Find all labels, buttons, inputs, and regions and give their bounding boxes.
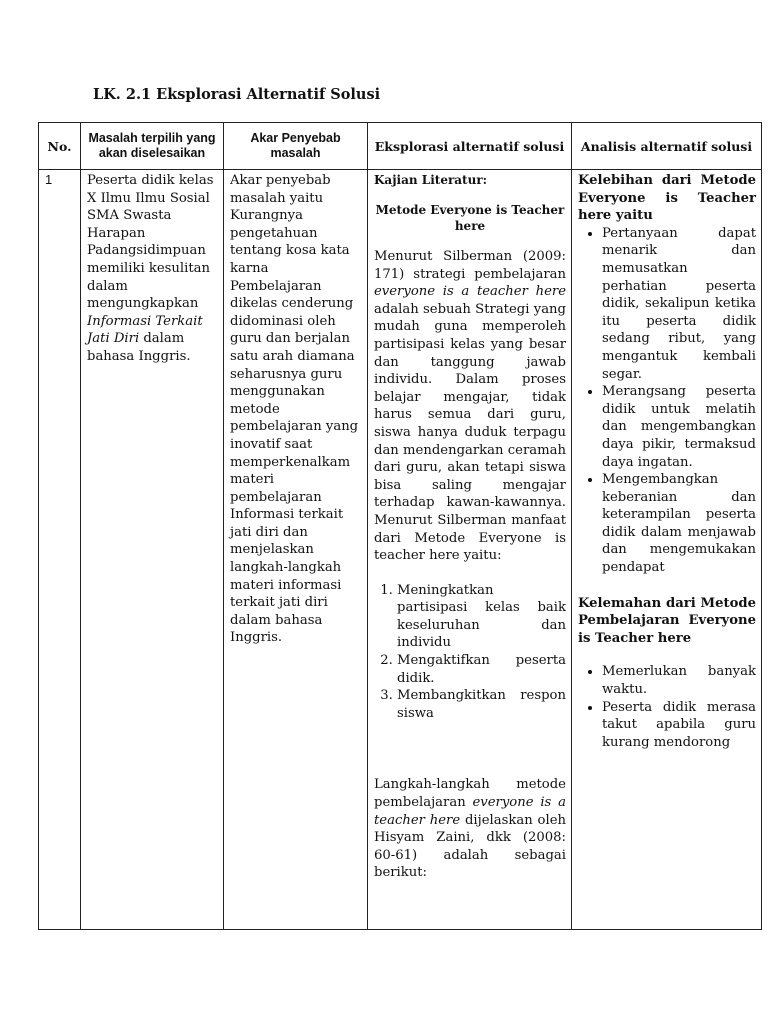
list-item: • Peserta didik merasa takut apabila guru kurang mendorong: [602, 699, 756, 752]
list-item: 2. Mengaktifkan peserta didik.: [397, 652, 566, 687]
akar-text: Akar penyebab masalah yaitu Kurangnya pengetahuan tentang kosa kata karna Pembelajaran dikelas cenderung didominasi oleh guru dan berjalan satu arah diamana seharusnya guru menggunakan metode pembelajaran yang inovatif saat memperkenalkam materi pembelajaran Informasi terkait jati diri dan menjelaskan langkah-langkah materi informasi terkait jati diri dalam bahasa Inggris.: [230, 173, 359, 646]
para1-text: Menurut Silberman (2009: 171) strategi pembelajaran: [374, 249, 566, 282]
masalah-text-end: dalam bahasa Inggris.: [87, 331, 191, 364]
kelebihan-title: Kelebihan dari Metode Everyone is Teacher here yaitu: [578, 173, 756, 224]
para2-italic: everyone is a teacher here: [374, 795, 566, 828]
eksplorasi-cell: [368, 170, 572, 930]
header-no: No.: [39, 123, 81, 170]
para1-text-end: adalah sebuah Strategi yang mudah guna memperoleh partisipasi kelas yang besar dan tanggung jawab individu. Dalam proses belajar mengajar, tidak harus semua dari guru, siswa hanya duduk terpagu dan mendengarkan ceramah dari guru, akan tetapi siswa bisa saling mengajar terhadap kawan-kawannya. Menurut Silberman manfaat dari Metode Everyone is teacher here yaitu:: [374, 301, 566, 564]
header-masalah: Masalah terpilih yang akan diselesaikan: [81, 123, 224, 170]
masalah-cell: [81, 170, 224, 930]
kelemahan-title: Kelemahan dari Metode Pembelajaran Everyone is Teacher here: [578, 595, 756, 646]
metode-title: Metode Everyone is Teacher here: [375, 203, 565, 233]
kelebihan-list: [578, 225, 756, 577]
para2-text: Langkah-langkah metode pembelajaran: [374, 777, 566, 811]
list-item: 3. Membangkitkan respon siswa: [397, 687, 566, 722]
header-eksplorasi: Eksplorasi alternatif solusi: [368, 123, 572, 170]
document-title: LK. 2.1 Eksplorasi Alternatif Solusi: [93, 86, 381, 103]
list-item: • Memerlukan banyak waktu.: [602, 663, 756, 698]
solution-table: [38, 122, 762, 930]
header-analisis: Analisis alternatif solusi: [572, 123, 762, 170]
kelemahan-list: [578, 663, 756, 751]
masalah-text: Peserta didik kelas X Ilmu Ilmu Sosial SMA Swasta Harapan Padangsidimpuan memiliki kesulitan dalam mengungkapkan: [87, 173, 214, 312]
eksplorasi-paragraph-2: [374, 776, 566, 882]
list-item: 1. Meningkatkan partisipasi kelas baik keseluruhan dan individu: [397, 582, 566, 652]
manfaat-list: [374, 582, 566, 723]
analisis-cell: [572, 170, 762, 930]
row-number: 1: [39, 170, 81, 930]
kajian-label: Kajian Literatur:: [374, 173, 488, 187]
masalah-italic: Informasi Terkait Jati Diri: [87, 313, 203, 347]
list-item: • Merangsang peserta didik untuk melatih dan mengembangkan daya pikir, termaksud daya ingatan.: [602, 383, 756, 471]
para1-italic: everyone is a teacher here: [374, 284, 566, 300]
header-row: [39, 123, 762, 170]
para2-text-end: dijelaskan oleh Hisyam Zaini, dkk (2008: 60-61) adalah sebagai berikut:: [374, 812, 566, 881]
header-akar: Akar Penyebab masalah: [224, 123, 368, 170]
table-row: [39, 170, 762, 930]
eksplorasi-paragraph-1: [374, 248, 566, 565]
list-item: • Pertanyaan dapat menarik dan memusatkan perhatian peserta didik, sekalipun ketika itu peserta didik sedang ribut, yang mengantuk kembali segar.: [602, 225, 756, 383]
akar-cell: [224, 170, 368, 930]
list-item: • Mengembangkan keberanian dan keterampilan peserta didik dalam menjawab dan mengemukakan pendapat: [602, 471, 756, 577]
